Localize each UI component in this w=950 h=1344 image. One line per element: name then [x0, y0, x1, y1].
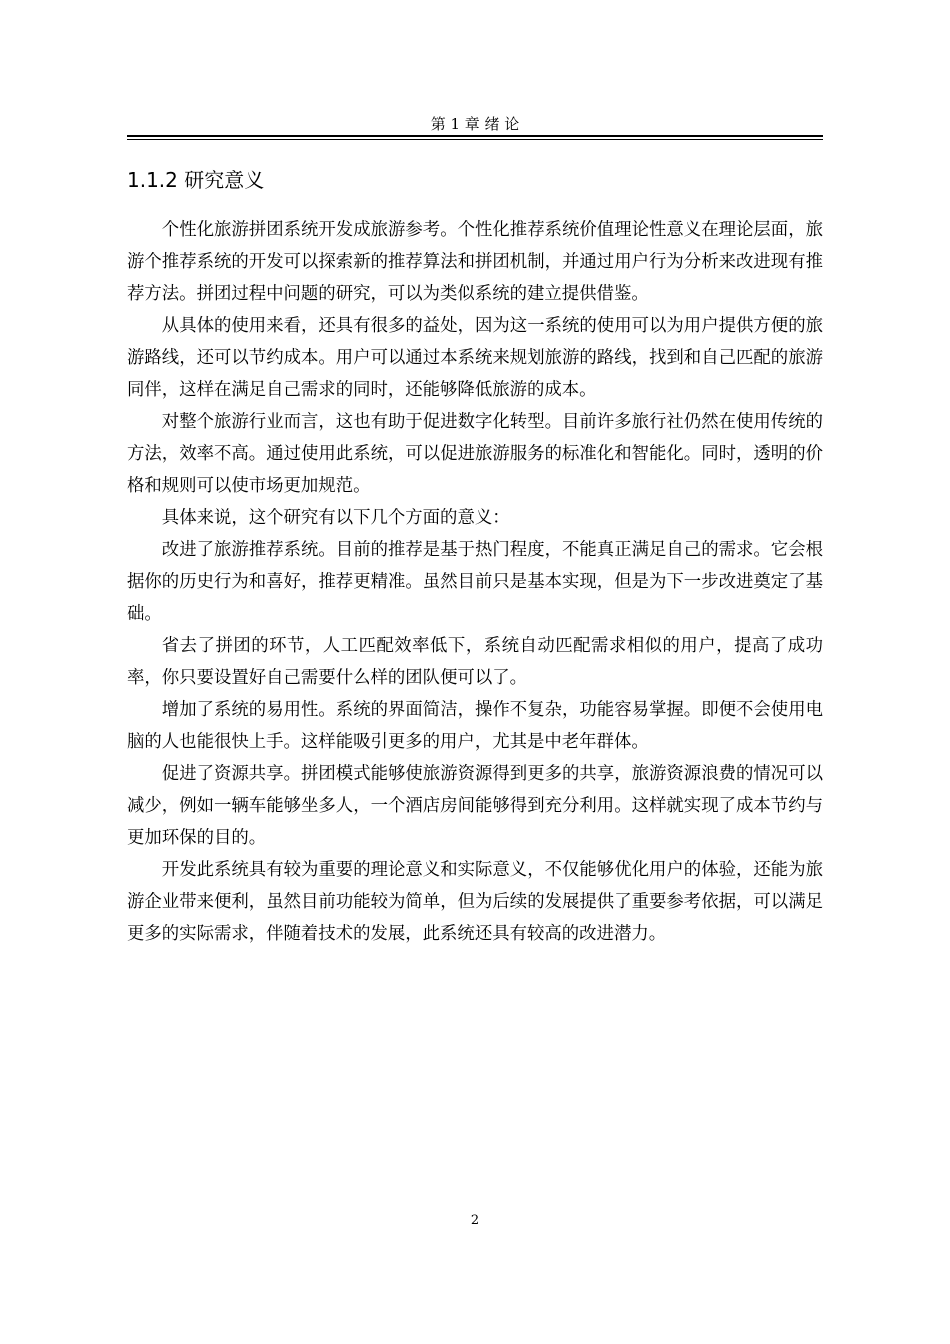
body-text: [127, 214, 823, 950]
running-header: 第 1 章 绪 论: [430, 115, 520, 133]
paragraph: 从具体的使用来看，还具有很多的益处，因为这一系统的使用可以为用户提供方便的旅游路线，还可以节约成本。用户可以通过本系统来规划旅游的路线，找到和自己匹配的旅游同伴，这样在满足自己需求的同时，还能够降低旅游的成本。: [127, 316, 823, 400]
paragraph: 开发此系统具有较为重要的理论意义和实际意义，不仅能够优化用户的体验，还能为旅游企业带来便利，虽然目前功能较为简单，但为后续的发展提供了重要参考依据，可以满足更多的实际需求，伴随着技术的发展，此系统还具有较高的改进潜力。: [127, 860, 823, 944]
paragraph: 促进了资源共享。拼团模式能够使旅游资源得到更多的共享，旅游资源浪费的情况可以减少，例如一辆车能够坐多人，一个酒店房间能够得到充分利用。这样就实现了成本节约与更加环保的目的。: [127, 764, 823, 848]
paragraph: 省去了拼团的环节，人工匹配效率低下，系统自动匹配需求相似的用户，提高了成功率，你只要设置好自己需要什么样的团队便可以了。: [127, 636, 823, 688]
page-number: 2: [470, 1213, 480, 1228]
paragraph: 增加了系统的易用性。系统的界面简洁，操作不复杂，功能容易掌握。即便不会使用电脑的人也能很快上手。这样能吸引更多的用户，尤其是中老年群体。: [127, 700, 823, 752]
paragraph: 个性化旅游拼团系统开发成旅游参考。个性化推荐系统价值理论性意义在理论层面，旅游个推荐系统的开发可以探索新的推荐算法和拼团机制，并通过用户行为分析来改进现有推荐方法。拼团过程中问题的研究，可以为类似系统的建立提供借鉴。: [127, 220, 823, 304]
paragraph: 具体来说，这个研究有以下几个方面的意义：: [161, 508, 510, 528]
paragraph: 改进了旅游推荐系统。目前的推荐是基于热门程度，不能真正满足自己的需求。它会根据你的历史行为和喜好，推荐更精准。虽然目前只是基本实现，但是为下一步改进奠定了基础。: [127, 540, 823, 624]
section-heading: 1.1.2 研究意义: [127, 168, 265, 192]
header-rule-thick: [127, 135, 823, 137]
paragraph: 对整个旅游行业而言，这也有助于促进数字化转型。目前许多旅行社仍然在使用传统的方法，效率不高。通过使用此系统，可以促进旅游服务的标准化和智能化。同时，透明的价格和规则可以使市场更加规范。: [127, 412, 823, 496]
header-rule-thin: [127, 139, 823, 140]
